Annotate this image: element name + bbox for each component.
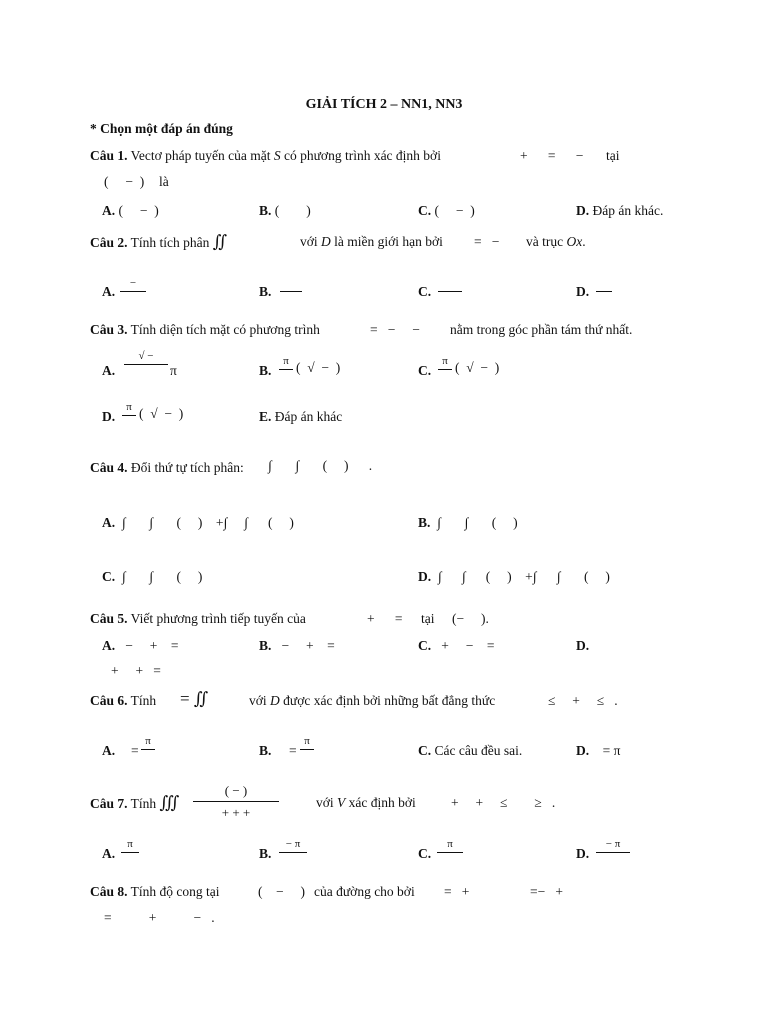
q3-option-e[interactable]: E. Đáp án khác bbox=[259, 409, 343, 424]
question-5-equation: + = bbox=[367, 611, 403, 626]
q3-option-c-tail: ( √ − ) bbox=[455, 360, 500, 375]
q6-option-a-fraction: π bbox=[141, 735, 155, 765]
q7-option-d[interactable]: D. bbox=[576, 846, 590, 861]
q3-option-b-fraction: π bbox=[279, 355, 293, 385]
q6-option-b-fraction: π bbox=[300, 735, 314, 765]
q4-option-d[interactable]: D. ∫ ∫ ( ) +∫ ∫ ( ) bbox=[418, 569, 610, 584]
q3-option-d[interactable]: D. bbox=[102, 409, 116, 424]
q7-option-d-fraction: − π bbox=[596, 838, 630, 868]
q6-option-d[interactable]: D. = π bbox=[576, 743, 621, 758]
question-8-point: ( − ) bbox=[258, 884, 305, 899]
question-8-equation-2: =− + bbox=[530, 884, 563, 899]
question-6-stem: Câu 6. Tính bbox=[90, 693, 157, 708]
q1-option-c[interactable]: C. ( − ) bbox=[418, 203, 475, 218]
q3-option-a-tail: π bbox=[170, 363, 177, 378]
question-1-label: Câu 1. bbox=[90, 148, 128, 163]
instruction: * Chọn một đáp án đúng bbox=[90, 121, 233, 136]
question-5-tai: tại bbox=[421, 611, 435, 626]
question-6-inequality: ≤ + ≤ . bbox=[548, 693, 618, 708]
q1-option-d[interactable]: D. Đáp án khác. bbox=[576, 203, 664, 218]
q6-option-c[interactable]: C. Các câu đều sai. bbox=[418, 743, 523, 758]
question-8-stem-2: của đường cho bởi bbox=[314, 884, 415, 899]
question-3-equation: = − − bbox=[370, 322, 420, 337]
document-title: GIẢI TÍCH 2 – NN1, NN3 bbox=[305, 97, 463, 112]
question-7-stem: Câu 7. Tính ∭ bbox=[90, 793, 180, 812]
q3-option-a[interactable]: A. bbox=[102, 363, 116, 378]
q7-option-c[interactable]: C. bbox=[418, 846, 432, 861]
q6-option-a-pre: = bbox=[131, 743, 139, 758]
q5-option-a[interactable]: A. − + = bbox=[102, 638, 179, 653]
q3-option-c-fraction: π bbox=[438, 355, 452, 385]
q7-option-c-fraction: π bbox=[437, 838, 463, 868]
question-8-equation-3: = + − . bbox=[104, 910, 215, 925]
question-7-condition: + + ≤ ≥ . bbox=[451, 795, 556, 810]
question-1-tai: tại bbox=[606, 148, 620, 163]
q2-option-d-fraction bbox=[596, 277, 612, 307]
question-4-stem: Câu 4. Đổi thứ tự tích phân: bbox=[90, 460, 248, 475]
question-7-stem-2: với V xác định bởi bbox=[316, 795, 416, 810]
question-1-la: là bbox=[159, 174, 169, 189]
q1-option-b[interactable]: B. ( ) bbox=[259, 203, 311, 218]
q6-option-a[interactable]: A. bbox=[102, 743, 116, 758]
question-2-stem-2: với D là miền giới hạn bởi bbox=[300, 234, 443, 249]
question-5-point: (− ). bbox=[452, 611, 489, 626]
q3-option-b[interactable]: B. bbox=[259, 363, 272, 378]
q2-option-c-fraction bbox=[438, 277, 462, 307]
q7-option-a-fraction: π bbox=[121, 838, 139, 868]
q2-option-d[interactable]: D. bbox=[576, 284, 590, 299]
q5-option-d[interactable]: D. bbox=[576, 638, 590, 653]
q3-option-c[interactable]: C. bbox=[418, 363, 432, 378]
q7-option-b[interactable]: B. bbox=[259, 846, 272, 861]
q1-option-a[interactable]: A. ( − ) bbox=[102, 203, 159, 218]
q4-option-c[interactable]: C. ∫ ∫ ( ) bbox=[102, 569, 203, 584]
question-2-stem: Câu 2. Tính tích phân ∬ bbox=[90, 232, 228, 251]
question-2-axis: và trục Ox. bbox=[526, 234, 586, 249]
q7-option-a[interactable]: A. bbox=[102, 846, 116, 861]
question-8-equation-1: = + bbox=[444, 884, 470, 899]
question-3-stem-2: nằm trong góc phần tám thứ nhất. bbox=[450, 322, 633, 337]
q6-option-b-pre: = bbox=[289, 743, 297, 758]
question-4-expression: ∫ ∫ ( ) . bbox=[268, 458, 373, 473]
question-1-stem: Câu 1. Vectơ pháp tuyến của mặt S có phương trình xác định bởi bbox=[90, 148, 441, 163]
q3-option-d-tail: ( √ − ) bbox=[139, 406, 184, 421]
question-2-equation: = − bbox=[474, 234, 500, 249]
q5-option-d-expression: + + = bbox=[111, 663, 161, 678]
question-7-integrand: ( − ) + + + bbox=[193, 784, 279, 820]
question-5-stem: Câu 5. Viết phương trình tiếp tuyến của bbox=[90, 611, 306, 626]
question-1-point: ( − ) bbox=[104, 174, 145, 189]
q3-option-b-tail: ( √ − ) bbox=[296, 360, 341, 375]
q2-option-a[interactable]: A. bbox=[102, 284, 116, 299]
q2-option-b[interactable]: B. bbox=[259, 284, 272, 299]
q2-option-c[interactable]: C. bbox=[418, 284, 432, 299]
q5-option-b[interactable]: B. − + = bbox=[259, 638, 335, 653]
q5-option-c[interactable]: C. + − = bbox=[418, 638, 495, 653]
q4-option-b[interactable]: B. ∫ ∫ ( ) bbox=[418, 515, 518, 530]
q6-option-b[interactable]: B. bbox=[259, 743, 272, 758]
question-3-stem: Câu 3. Tính diện tích mặt có phương trình bbox=[90, 322, 320, 337]
q4-option-a[interactable]: A. ∫ ∫ ( ) +∫ ∫ ( ) bbox=[102, 515, 294, 530]
question-6-lhs: = ∬ bbox=[180, 689, 209, 708]
question-8-stem: Câu 8. Tính độ cong tại bbox=[90, 884, 220, 899]
question-1-equation: + = − bbox=[520, 148, 584, 163]
question-6-stem-2: với D được xác định bởi những bất đẳng thức bbox=[249, 693, 496, 708]
q3-option-a-fraction: √ − bbox=[124, 350, 168, 380]
q2-option-a-fraction: − bbox=[120, 277, 146, 307]
q7-option-b-fraction: − π bbox=[279, 838, 307, 868]
q2-option-b-fraction bbox=[280, 277, 302, 307]
q3-option-d-fraction: π bbox=[122, 401, 136, 431]
